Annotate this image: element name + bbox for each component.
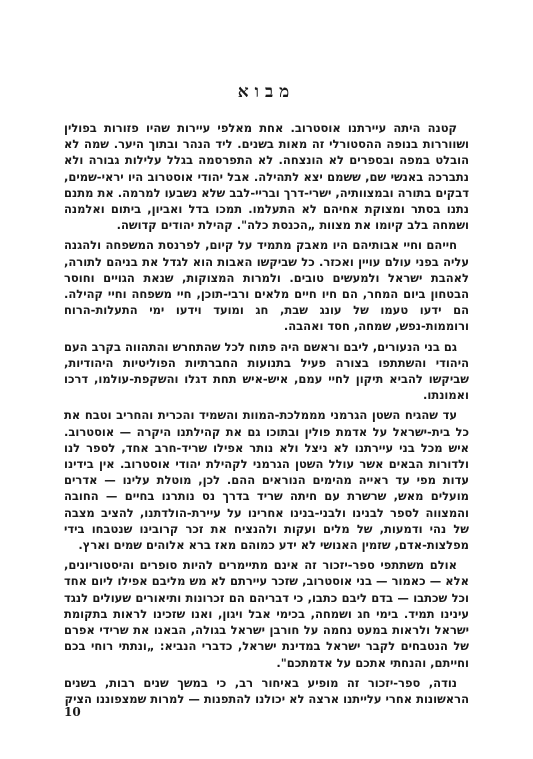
paragraph-5: אולם משתתפי ספר-יזכור זה אינם מתיימרים להיות סופרים והיסטוריונים, אלא — כאמור — בני אוסטרוב, שזכר עיירתם לא מש מליבם אפילו ליום אחד וכל שכתבו — בדם ליבם כתבו, כי דבריהם הם זכרונות ותיאורים שעולים לנגד עינינו תמיד. בימי חג ושמחה, בכימי אבל ויגון, ואנו שזכינו לראות בתקומת ישראל ולראות במעט נחמה על חורבן ישראל בגולה, הבאנו את שרידי אפרם של הנטבחים לקבר ישראל במדינת ישראל, כדברי הנביא: „ונתתי רוחי בכם וחייתם, והנחתי אתכם על אדמתכם". [64, 558, 469, 670]
body-text [64, 120, 469, 711]
page-number: 10 [64, 705, 81, 719]
paragraph-4: עד שהגיח השטן הגרמני מממלכת-המוות והשמיד והכרית והחריב וטבח את כל בית-ישראל על אדמת פולין ובתוכו גם את קהילתנו היקרה — אוסטרוב. איש מכל בני עיירתנו לא ניצל ולא נותר אפילו שריד-חרב אחד, לספר לנו ולדורות הבאים אשר עולל השטן הגרמני לקהילת יהודי אוסטרוב. אין בידינו עדות מפי עד ראייה מהימים הנוראים ההם. לכן, מוטלת עלינו — אדרים מועלים מאש, שרשרת עם חיתה שריד בדרך נס נותרנו בחיים — החובה והמצווה לספר לבנינו ולבני-בנינו אחרינו על עיירת-הולדתנו, להציב מצבה של נהי ודמעות, של מלים ועקות ולהנציח את זכר קרובינו שנטבחו בידי מפלצות-אדם, שזמין האנושי לא ידע כמוהם מאז ברא אלוהים שמים וארץ. [64, 408, 469, 553]
paragraph-1: קטנה היתה עיירתנו אוסטרוב. אחת מאלפי עיירות שהיו פזורות בפולין ושווררות בנופה ההסטורלי זה מאות בשנים. ליד הנהר ובתוך היער. שמה לא הובלט במפה ובספרים לא הונצחה. לא התפרסמה בגלל עלילות גבורה ולא נתברכה באנשי שם, ששמם יצא לתהילה. אבל יהודי אוסטרוב היו יראי-שמים, דבקים בתורה ובמצוותיה, ישרי-דרך ובריי-לבב שלא נשבעו למרמה. את מתנם נתנו בסתר ומצוקת אחיהם לא התעלמו. תמכו בדל ואביון, ביתום ואלמנה ושמחה בלב קיומו את מצוות „הכנסת כלה". קהילת יהודים קדושה. [64, 121, 469, 233]
paragraph-6: נודה, ספר-יזכור זה מופיע באיחור רב, כי במשך שנים רבות, בשנים הראשונות אחרי עלייתנו ארצה לא יכולנו להתפנות — למרות שמצפוננו הציק [64, 675, 469, 706]
page-title: מבוא [237, 82, 296, 102]
paragraph-2: חייהם וחיי אבותיהם היו מאבק מתמיד על קיום, לפרנסת המשפחה ולהגנה עליה בפני עולם עויין ואכזר. כל שביקשו האבות הוא לגדל את בניהם לתורה, לאהבת ישראל ולמעשים טובים. ולמרות המצוקות, שנאת הגויים וחוסר הבטחון ביום המחר, הם חיו חיים מלאים ורבי-תוכן, חיי משפחה וחיי קהילה. הם ידעו טעמו של עונג שבת, חג ומועד וידעו ימי התעלות-הרוח ורוממות-נפש, שמחה, חסד ואהבה. [64, 238, 469, 334]
paragraph-3: גם בני הנעורים, ליבם וראשם היה פתוח לכל שהתחרש והתהווה בקרב העם היהודי והשתתפו בצורה פעיל בתנועות החברתיות הפוליטיות היהודיות, שביקשו להביא תיקון לחיי עמם, איש-איש תחת דגלו והשקפת-עולמו, דרכו ואמונתו. [64, 339, 469, 403]
